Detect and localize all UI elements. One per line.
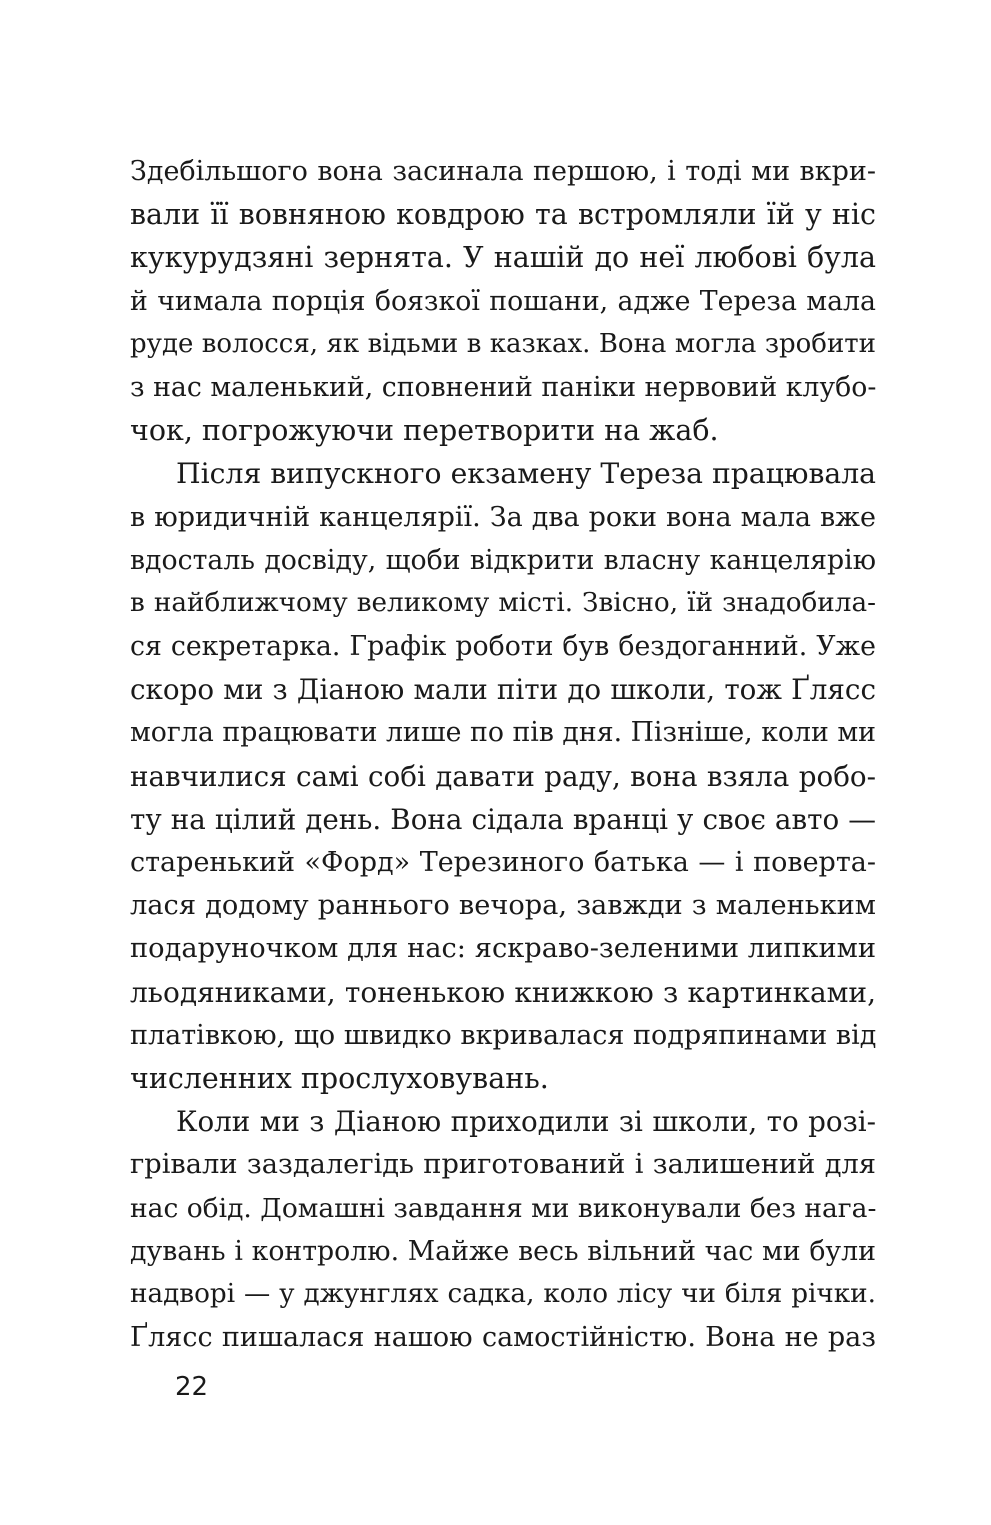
text-line: старенький «Форд» Терезиного батька — і поверта- xyxy=(130,847,876,878)
text-line: Здебільшого вона засинала першою, і тоді ми вкри- xyxy=(130,156,876,187)
text-line: руде волосся, як відьми в казках. Вона могла зробити xyxy=(130,328,876,359)
paragraph-2 xyxy=(130,452,876,1100)
text-line: грівали заздалегідь приготований і залишений для xyxy=(130,1149,876,1181)
page-body xyxy=(130,150,876,1359)
text-line: з нас маленький, сповнений паніки нервовий клубо- xyxy=(130,371,876,403)
text-line: кукурудзяні зернята. У нашій до неї любові була xyxy=(130,241,876,275)
text-line: вдосталь досвіду, щоби відкрити власну канцелярію xyxy=(130,544,876,576)
text-line: льодяниками, тоненькою книжкою з картинками, xyxy=(130,975,876,1009)
text-line: й чимала порція боязкої пошани, адже Тереза мала xyxy=(130,285,876,317)
paragraph-1 xyxy=(130,150,876,452)
text-line: ся секретарка. Графік роботи був бездоганний. Уже xyxy=(130,631,876,663)
text-line: в найближчому великому місті. Звісно, їй знадобила- xyxy=(130,587,876,618)
text-line: подаруночком для нас: яскраво-зеленими липкими xyxy=(130,933,876,965)
text-line: навчилися самі собі давати раду, вона взяла робо- xyxy=(130,759,876,793)
text-line: лася додому раннього вечора, завжди з маленьким xyxy=(130,890,876,922)
text-line: надворі — у джунглях садка, коло лісу чи біля річки. xyxy=(130,1278,876,1309)
text-line: дувань і контролю. Майже весь вільний час ми були xyxy=(130,1235,876,1267)
paragraph-3 xyxy=(130,1100,876,1359)
text-line: чок, погрожуючи перетворити на жаб. xyxy=(130,414,719,448)
text-line: ту на цілий день. Вона сідала вранці у своє авто — xyxy=(130,802,876,836)
text-line: нас обід. Домашні завдання ми виконували без нага- xyxy=(130,1192,876,1224)
text-line: платівкою, що швидко вкривалася подряпинами від xyxy=(130,1019,876,1051)
text-line: численних прослуховувань. xyxy=(130,1061,549,1095)
text-line: в юридичній канцелярії. За два роки вона мала вже xyxy=(130,501,876,533)
text-line: Ґлясс пишалася нашою самостійністю. Вона не раз xyxy=(130,1322,876,1354)
page-number: 22 xyxy=(175,1372,209,1402)
text-line: Коли ми з Діаною приходили зі школи, то розі- xyxy=(176,1105,876,1139)
text-line: скоро ми з Діаною мали піти до школи, тож Ґлясс xyxy=(130,673,876,707)
text-line: Після випускного екзамену Тереза працювала xyxy=(176,457,876,491)
text-line: могла працювати лише по пів дня. Пізніше, коли ми xyxy=(130,717,876,749)
text-line: вали її вовняною ковдрою та встромляли їй у ніс xyxy=(130,198,876,232)
